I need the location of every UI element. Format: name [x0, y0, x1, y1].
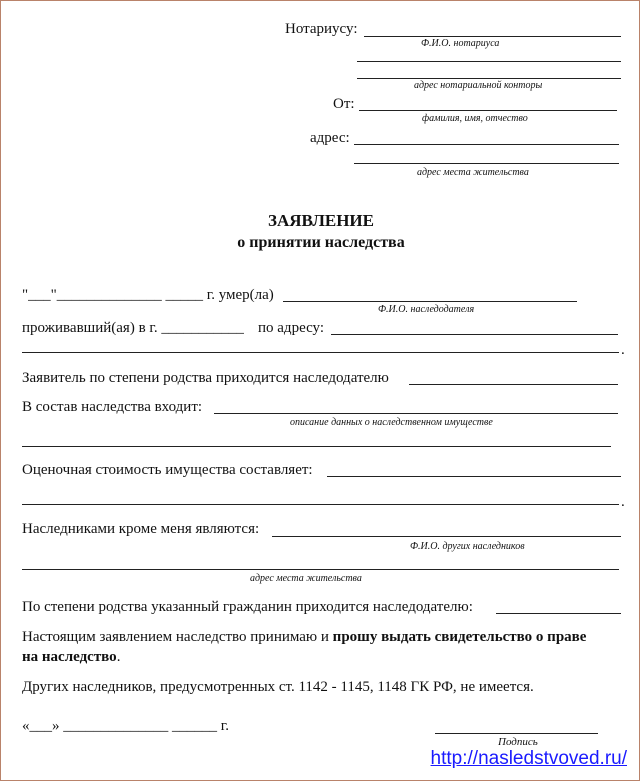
deceased-caption: Ф.И.О. наследодателя [378, 304, 475, 315]
no-other-heirs-text: Других наследников, предусмотренных ст. 1142 - 1145, 1148 ГК РФ, не имеется. [22, 679, 534, 695]
estate-label: В состав наследства входит: [22, 399, 203, 415]
acceptance-line-2 [22, 648, 120, 666]
relation-line [409, 384, 618, 385]
value-period: . [621, 494, 625, 510]
acceptance-text: Настоящим заявлением наследство принимаю и [22, 629, 333, 645]
estate-line [214, 413, 618, 414]
address-line-2 [354, 163, 619, 164]
signing-date-line: «___» ______________ ______ г. [22, 718, 229, 734]
from-line [359, 110, 617, 111]
notary-name-line [364, 36, 621, 37]
resided-address-label: по адресу: [258, 320, 325, 336]
heirs-line [272, 536, 621, 537]
deceased-name-line [283, 301, 577, 302]
from-caption: фамилия, имя, отчество [422, 113, 528, 124]
notary-caption: Ф.И.О. нотариуса [421, 38, 500, 49]
relation-label: Заявитель по степени родства приходится наследодателю [22, 370, 389, 386]
heir-relation-label: По степени родства указанный гражданин приходится наследодателю: [22, 599, 473, 615]
resided-city-label: проживавший(ая) в г. ___________ [22, 320, 244, 336]
acceptance-end: . [116, 649, 121, 665]
heirs-caption: Ф.И.О. других наследников [410, 541, 525, 552]
death-date-line: "___"______________ _____ г. умер(ла) [22, 287, 274, 303]
acceptance-request-text-2: на наследство [22, 649, 117, 665]
heirs-label: Наследниками кроме меня являются: [22, 521, 260, 537]
address-label: адрес: [310, 130, 350, 146]
from-label: От: [333, 96, 355, 112]
value-label: Оценочная стоимость имущества составляет: [22, 462, 313, 478]
heirs-address-line [22, 569, 619, 570]
resided-address-line-2 [22, 352, 619, 353]
value-line [327, 476, 621, 477]
address-line-1 [354, 144, 619, 145]
signature-caption: Подпись [498, 736, 538, 748]
resided-address-line [331, 334, 618, 335]
office-caption: адрес нотариальной конторы [414, 80, 543, 91]
office-line-2 [357, 78, 621, 79]
office-line-1 [357, 61, 621, 62]
address-caption: адрес места жительства [417, 167, 529, 178]
heirs-address-caption: адрес места жительства [250, 573, 362, 584]
source-link[interactable]: http://nasledstvoved.ru/ [430, 748, 627, 769]
document-title: ЗАЯВЛЕНИЕ [267, 211, 374, 230]
estate-caption: описание данных о наследственном имуществе [290, 417, 493, 428]
resided-period: . [621, 342, 625, 358]
heir-relation-line [496, 613, 621, 614]
notary-label: Нотариусу: [285, 21, 358, 37]
estate-line-2 [22, 446, 611, 447]
acceptance-request-text: прошу выдать свидетельство о праве [332, 629, 587, 645]
acceptance-line-1 [22, 628, 586, 646]
value-line-2 [22, 504, 619, 505]
document-subtitle: о принятии наследства [237, 234, 405, 251]
signature-line [435, 733, 598, 734]
